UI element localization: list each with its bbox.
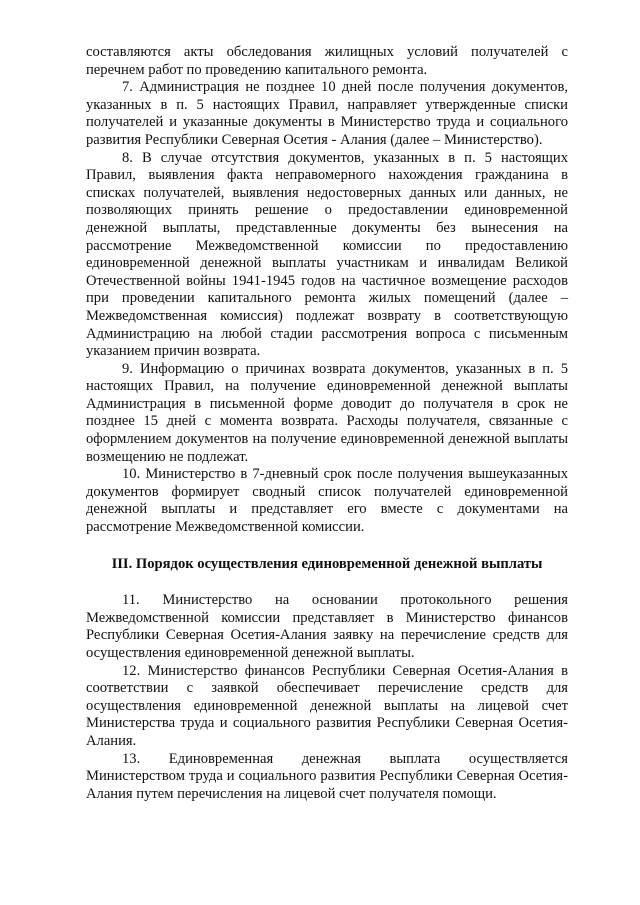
paragraph-9: 9. Информацию о причинах возврата документов, указанных в п. 5 настоящих Правил, на получение единовременной денежной выплаты Администрация в письменной форме доводит до получателя в срок не позднее 15 дней с момента возврата. Расходы получателя, связанные с оформлением документов на получение единовременной денежной выплаты возмещению не подлежат.	[86, 360, 568, 465]
paragraph-8: 8. В случае отсутствия документов, указанных в п. 5 настоящих Правил, выявления факта неправомерного нахождения гражданина в списках получателей, выявления недостоверных данных или данных, не позволяющих принять решение о предоставлении единовременной денежной выплаты, представленные документы без вынесения на рассмотрение Межведомственной комиссии по предоставлению единовременной денежной выплаты участникам и инвалидам Великой Отечественной войны 1941-1945 годов на частичное возмещение расходов при проведении капитального ремонта жилых помещений (далее – Межведомственная комиссия) подлежат возврату в соответствующую Администрацию на любой стадии рассмотрения вопроса с письменным указанием причин возврата.	[86, 149, 568, 360]
paragraph-10: 10. Министерство в 7-дневный срок после получения вышеуказанных документов формирует сводный список получателей единовременной денежной выплаты и представляет его вместе с документами на рассмотрение Межведомственной комиссии.	[86, 466, 568, 536]
paragraph-11: 11. Министерство на основании протокольного решения Межведомственной комиссии представляет в Министерство финансов Республики Северная Осетия-Алания заявку на перечисление средств для осуществления единовременной денежной выплаты.	[86, 592, 568, 661]
paragraph-7: 7. Администрация не позднее 10 дней после получения документов, указанных в п. 5 настоящих Правил, направляет утвержденные списки получателей и указанные документы в Министерство труда и социального развития Республики Северная Осетия - Алания (далее – Министерство).	[86, 79, 568, 148]
paragraph-continuation: составляются акты обследования жилищных условий получателей с перечнем работ по проведению капитального ремонта.	[86, 44, 568, 78]
paragraph-13: 13. Единовременная денежная выплата осуществляется Министерством труда и социального развития Республики Северная Осетия-Алания путем перечисления на лицевой счет получателя помощи.	[86, 750, 568, 802]
paragraph-12: 12. Министерство финансов Республики Северная Осетия-Алания в соответствии с заявкой обеспечивает перечисление средств для осуществления единовременной денежной выплаты на лицевой счет Министерства труда и социального развития Республики Северная Осетия-Алания.	[86, 662, 568, 749]
section-title: III. Порядок осуществления единовременной денежной выплаты	[111, 555, 543, 572]
document-page	[86, 44, 568, 803]
